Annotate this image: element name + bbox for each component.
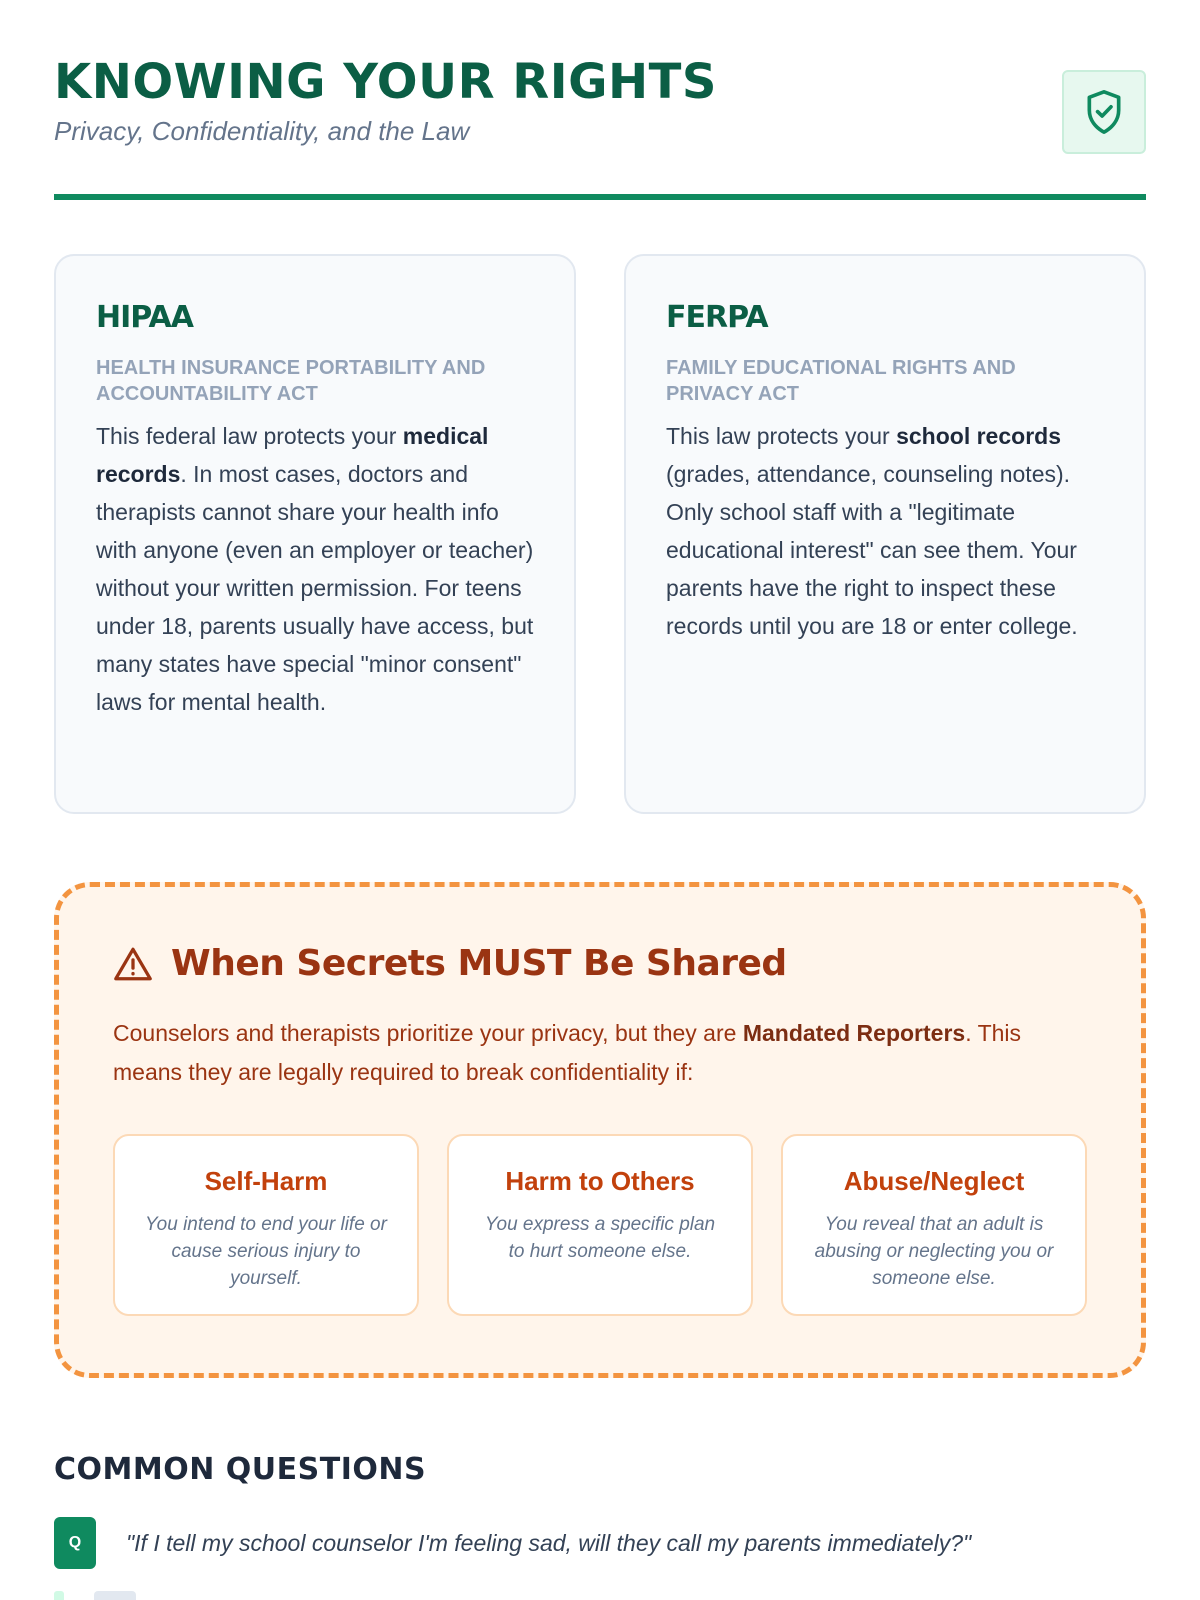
page-title: KNOWING YOUR RIGHTS <box>54 54 717 110</box>
mandated-reporter-callout <box>54 882 1146 1378</box>
law-description <box>666 417 1104 645</box>
law-description <box>96 417 534 721</box>
law-text: (grades, attendance, counseling notes). Only school staff with a "legitimate educational interest" can see them. Your parents have the right to inspect these records until you are 18 or enter college. <box>666 461 1078 639</box>
law-card-ferpa <box>624 254 1146 814</box>
trigger-title: Self-Harm <box>204 1166 328 1196</box>
answer-marker <box>54 1591 64 1600</box>
law-text: This federal law protects your <box>96 423 403 449</box>
trigger-title: Harm to Others <box>505 1166 695 1196</box>
faq-item <box>54 1517 1146 1569</box>
trigger-list <box>113 1134 1087 1316</box>
callout-description <box>113 1014 1087 1092</box>
shield-check-icon <box>1082 88 1126 136</box>
question-text: "If I tell my school counselor I'm feeling sad, will they call my parents immediately?" <box>126 1529 972 1556</box>
next-faq-item-partial <box>54 1591 1146 1600</box>
law-cards <box>54 254 1146 814</box>
law-title: HIPAA <box>96 300 193 335</box>
warning-triangle-icon <box>113 946 153 982</box>
trigger-title: Abuse/Neglect <box>843 1166 1025 1196</box>
trigger-card-harm-to-others <box>447 1134 753 1316</box>
page-subtitle: Privacy, Confidentiality, and the Law <box>54 116 470 146</box>
law-text-emphasis: medical records <box>96 423 489 487</box>
trigger-description: You intend to end your life or cause serious injury to yourself. <box>145 1214 387 1289</box>
trigger-description: You reveal that an adult is abusing or neglecting you or someone else. <box>814 1214 1054 1289</box>
law-text-emphasis: school records <box>896 423 1061 449</box>
law-full-name: FAMILY EDUCATIONAL RIGHTS AND PRIVACY ACT <box>666 357 1016 405</box>
callout-text-emphasis: Mandated Reporters <box>742 1020 966 1046</box>
callout-title: When Secrets MUST Be Shared <box>171 943 787 984</box>
law-text: This law protects your <box>666 423 897 449</box>
law-card-hipaa <box>54 254 576 814</box>
law-full-name: HEALTH INSURANCE PORTABILITY AND ACCOUNTABILITY ACT <box>96 357 486 405</box>
callout-text: . This means they are legally required to break confidentiality if: <box>113 1020 1022 1085</box>
law-text: . In most cases, doctors and therapists cannot share your health info with anyone (even an employer or teacher) without your written permission. For teens under 18, parents usually have access, but many states have special "minor consent" laws for mental health. <box>96 461 534 715</box>
faq-heading: COMMON QUESTIONS <box>54 1452 427 1487</box>
question-badge: Q <box>54 1517 96 1569</box>
callout-header <box>113 943 1087 984</box>
shield-badge <box>1062 70 1146 154</box>
law-title: FERPA <box>666 300 768 335</box>
answer-badge <box>94 1591 136 1600</box>
trigger-card-self-harm <box>113 1134 419 1316</box>
trigger-description: You express a specific plan to hurt someone else. <box>484 1214 716 1262</box>
page-header <box>54 0 1146 200</box>
trigger-card-abuse-neglect <box>781 1134 1087 1316</box>
callout-text: Counselors and therapists prioritize your privacy, but they are <box>113 1020 743 1046</box>
